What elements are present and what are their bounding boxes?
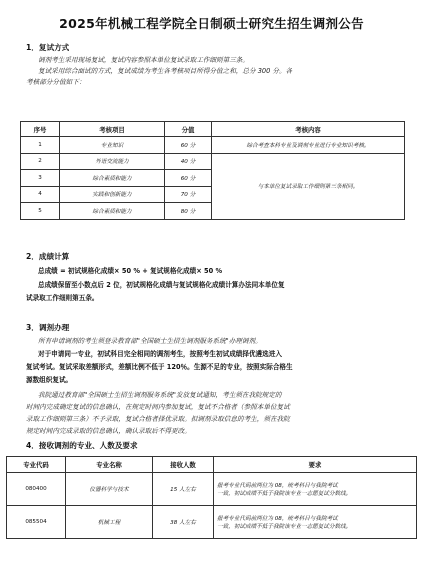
section-4-heading: 4．接收调剂的专业、人数及要求 xyxy=(26,441,138,450)
table-cell: 5 xyxy=(21,203,60,220)
table-cell xyxy=(214,473,417,506)
table-header: 分值 xyxy=(165,122,212,137)
table-cell: 60 分 xyxy=(165,170,212,187)
table-header: 专业名称 xyxy=(66,457,153,473)
section-3-line4: 源数组织复试。 xyxy=(26,376,73,384)
table-cell: 40 分 xyxy=(165,153,212,170)
section-1-line1: 调剂考生采用现场复试，复试内容参照本单位复试录取工作细则第三条。 xyxy=(38,56,249,64)
table-row xyxy=(21,153,405,170)
page-title: 2025年机械工程学院全日制硕士研究生招生调剂公告 xyxy=(59,16,364,31)
table-header: 考核内容 xyxy=(212,122,405,137)
table-cell: 080400 xyxy=(7,473,66,506)
assessment-table xyxy=(20,121,405,220)
table-cell: 外语交流能力 xyxy=(60,153,165,170)
table-cell: 综合素质和能力 xyxy=(60,203,165,220)
section-1-line3: 考核部分分值如下： xyxy=(26,78,86,86)
table-header: 要求 xyxy=(214,457,417,473)
section-3-heading: 3．调剂办理 xyxy=(26,323,70,332)
table-header: 接收人数 xyxy=(153,457,214,473)
table-cell: 38 人左右 xyxy=(153,506,214,539)
section-1-line2: 复试采用综合面试的方式，复试成绩为考生各考核项目所得分值之和，总分 300 分。各 xyxy=(38,67,293,75)
table-cell: 15 人左右 xyxy=(153,473,214,506)
section-3-line2: 对于申请同一专业，初试科目完全相同的调剂考生，按照考生初试成绩择优遴选进入 xyxy=(38,350,282,358)
table-row xyxy=(7,473,417,506)
table-header: 考核项目 xyxy=(60,122,165,137)
table-cell: 实践和创新能力 xyxy=(60,186,165,203)
majors-table xyxy=(6,456,417,539)
table-cell: 80 分 xyxy=(165,203,212,220)
section-3-line7: 录取工作细则第三条）不予录取，复试合格者择优录取。拟调剂录取信息的考生，须在我院 xyxy=(26,415,290,423)
table-cell: 与本单位复试录取工作细则第三条相同。 xyxy=(212,153,405,219)
requirement-line: 报考专业代码前两位为 08，统考科目与我院考试 xyxy=(217,483,338,489)
section-3-line8: 规定时间内完成录取的信息确认，确认录取后不得更改。 xyxy=(26,427,191,435)
table-cell: 2 xyxy=(21,153,60,170)
table-cell: 60 分 xyxy=(165,137,212,154)
table-header: 专业代码 xyxy=(7,457,66,473)
table-cell: 1 xyxy=(21,137,60,154)
section-2-line1: 总成绩 = 初试规格化成绩× 50 % + 复试规格化成绩× 50 % xyxy=(38,267,223,275)
table-cell: 综合考查本科专业及调剂专业进行专业知识考核。 xyxy=(212,137,405,154)
requirement-line: 一致，初试成绩不低于我院该专业一志愿复试分数线。 xyxy=(217,524,352,530)
section-3-line3: 复试考试。复试采取差额形式，差额比例不低于 120％。生源不足的专业，按照实际合格生 xyxy=(26,363,293,371)
section-3-line1: 所有申请调剂的考生须登录教育部"全国硕士生招生调剂服务系统"办理调剂。 xyxy=(38,337,262,345)
section-2-line2: 总成绩保留至小数点后 2 位，初试规格化成绩与复试规格化成绩计算办法同本单位复 xyxy=(38,281,285,289)
table-cell: 085504 xyxy=(7,506,66,539)
table-cell: 机械工程 xyxy=(66,506,153,539)
table-cell xyxy=(214,506,417,539)
section-1-heading: 1．复试方式 xyxy=(26,43,70,52)
table-header: 序号 xyxy=(21,122,60,137)
section-2-line3: 试录取工作细则第五条。 xyxy=(26,294,99,302)
requirement-line: 报考专业代码前两位为 08，统考科目与我院考试 xyxy=(217,516,338,522)
section-3-line5: 我院通过教育部"全国硕士生招生调剂服务系统"发放复试通知，考生须在我院规定的 xyxy=(38,391,282,399)
table-cell: 70 分 xyxy=(165,186,212,203)
table-cell: 综合素质和能力 xyxy=(60,170,165,187)
table-row xyxy=(7,506,417,539)
requirement-line: 一致，初试成绩不低于我院该专业一志愿复试分数线。 xyxy=(217,491,352,497)
table-cell: 3 xyxy=(21,170,60,187)
table-cell: 仪器科学与技术 xyxy=(66,473,153,506)
table-cell: 专业知识 xyxy=(60,137,165,154)
section-2-heading: 2．成绩计算 xyxy=(26,252,70,261)
table-cell: 4 xyxy=(21,186,60,203)
section-3-line6: 时间内完成确定复试的信息确认，在规定时间内参加复试，复试不合格者（参照本单位复试 xyxy=(26,403,290,411)
table-row xyxy=(21,137,405,154)
